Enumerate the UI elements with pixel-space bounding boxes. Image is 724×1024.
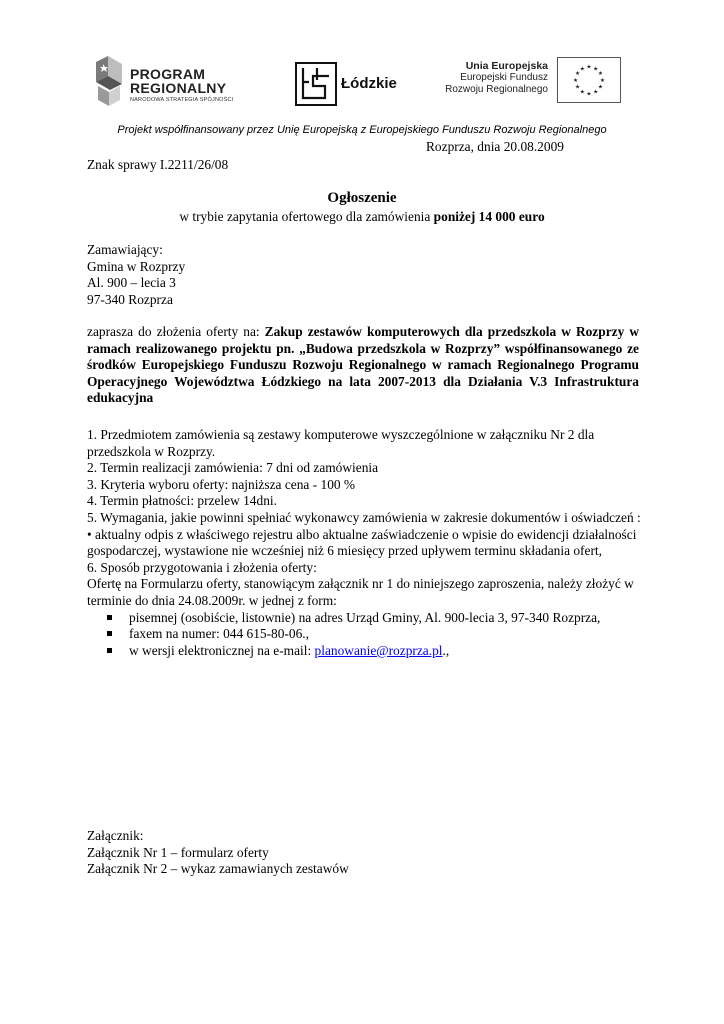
orderer-name: Gmina w Rozprzy — [87, 258, 186, 274]
svg-text:★: ★ — [579, 66, 585, 73]
attachment-2: Załącznik Nr 2 – wykaz zamawianych zestawów — [87, 861, 349, 877]
list-item — [87, 643, 647, 660]
email-link[interactable]: planowanie@rozprza.pl — [314, 642, 443, 658]
lodzkie-logo-text: Łódzkie — [341, 75, 397, 92]
eu-flag-icon — [557, 57, 621, 103]
svg-text:★: ★ — [574, 84, 581, 91]
svg-text:★: ★ — [574, 71, 581, 78]
svg-text:★: ★ — [579, 89, 585, 96]
point-5: 5. Wymagania, jakie powinni spełniać wykonawcy zamówienia w zakresie dokumentów i oświadczeń : — [87, 509, 641, 525]
document-date: Rozprza, dnia 20.08.2009 — [426, 139, 564, 154]
eu-logo-line3: Rozwoju Regionalnego — [445, 84, 548, 95]
program-logo-line2: REGIONALNY — [130, 80, 227, 96]
form-written: pisemnej (osobiście, listownie) na adres Urząd Gminy, Al. 900-lecia 3, 97-340 Rozprza, — [129, 609, 601, 625]
point-3: 3. Kryteria wyboru oferty: najniższa cena - 100 % — [87, 476, 356, 492]
svg-text:★: ★ — [593, 89, 599, 96]
svg-text:★: ★ — [597, 84, 604, 91]
svg-text:★: ★ — [593, 66, 599, 73]
conditions-section — [87, 427, 647, 659]
form-email-suffix: ., — [442, 642, 450, 658]
attachment-1: Załącznik Nr 1 – formularz oferty — [87, 844, 269, 860]
point-1: 1. Przedmiotem zamówienia są zestawy komputerowe wyszczególnione w załączniku Nr 2 dla przedszkola w Rozprzy. — [87, 427, 595, 459]
program-logo-line1: PROGRAM — [130, 66, 206, 82]
document-title: Ogłoszenie — [327, 190, 397, 206]
invitation-subject: Zakup zestawów komputerowych dla przedszkola w Rozprzy w ramach realizowanego projektu pn. „Budowa przedszkola w Rozprzy” współfinansowanego ze środków Europejskiego Funduszu Rozwoju Regionalnego w ramach Regionalnego Programu Operacyjnego Województwa Łódzkiego na lata 2007-2013 dla Działania V.3 Infrastruktura edukacyjna — [87, 324, 640, 406]
eu-logo-text — [436, 60, 548, 96]
program-logo-line3: NARODOWA STRATEGIA SPÓJNOŚCI — [130, 97, 234, 103]
svg-text:★: ★ — [573, 77, 579, 84]
form-email-prefix: w wersji elektronicznej na e-mail: — [129, 642, 315, 658]
svg-text:★: ★ — [599, 77, 605, 84]
eu-logo-line1: Unia Europejska — [465, 60, 548, 72]
program-regionalny-mark-icon — [94, 56, 124, 106]
list-item — [87, 626, 647, 643]
list-item — [87, 610, 647, 627]
header-logos — [0, 0, 724, 120]
case-number: Znak sprawy I.2211/26/08 — [87, 157, 229, 172]
orderer-address — [87, 242, 185, 308]
attachments-label: Załącznik: — [87, 828, 144, 843]
point-5-requirement: • aktualny odpis z właściwego rejestru albo aktualne zaświadczenie o wpisie do ewidencji działalności gospodarczej, wystawione nie wcześniej niż 6 miesięcy przed upływem terminu składania ofert, — [87, 526, 637, 559]
svg-text:★: ★ — [597, 71, 604, 78]
subtitle-plain: w trybie zapytania ofertowego dla zamówienia — [179, 209, 434, 224]
orderer-label: Zamawiający: — [87, 242, 163, 257]
eu-logo-line2: Europejski Fundusz — [460, 72, 548, 83]
document-subtitle — [0, 209, 724, 226]
point-4: 4. Termin płatności: przelew 14dni. — [87, 493, 277, 509]
submission-forms-list — [87, 610, 647, 660]
lodzkie-mark-icon — [295, 62, 337, 106]
bullet-square-icon — [107, 615, 112, 620]
bullet-square-icon — [107, 631, 112, 636]
program-regionalny-logo — [94, 56, 254, 108]
attachments-section — [87, 828, 349, 878]
svg-text:★: ★ — [586, 64, 592, 71]
invitation-plain: zaprasza do złożenia oferty na: — [87, 324, 265, 339]
lodzkie-logo — [295, 62, 415, 106]
form-fax: faxem na numer: 044 615-80-06., — [129, 626, 309, 642]
svg-text:★: ★ — [586, 91, 592, 98]
point-2: 2. Termin realizacji zamówienia: 7 dni od zamówienia — [87, 460, 379, 476]
orderer-street: Al. 900 – lecia 3 — [87, 275, 176, 291]
point-6-details: Ofertę na Formularzu oferty, stanowiącym załącznik nr 1 do niniejszego zaproszenia, należy złożyć w terminie do dnia 24.08.2009r. w jednej z form: — [87, 576, 634, 608]
orderer-city: 97-340 Rozprza — [87, 291, 173, 307]
bullet-square-icon — [107, 648, 112, 653]
subtitle-bold: poniżej 14 000 euro — [433, 209, 545, 224]
invitation-paragraph — [87, 324, 639, 407]
point-6: 6. Sposób przygotowania i złożenia oferty: — [87, 559, 317, 575]
cofinancing-note: Projekt współfinansowany przez Unię Europejską z Europejskiego Funduszu Rozwoju Regionalnego — [117, 124, 607, 136]
